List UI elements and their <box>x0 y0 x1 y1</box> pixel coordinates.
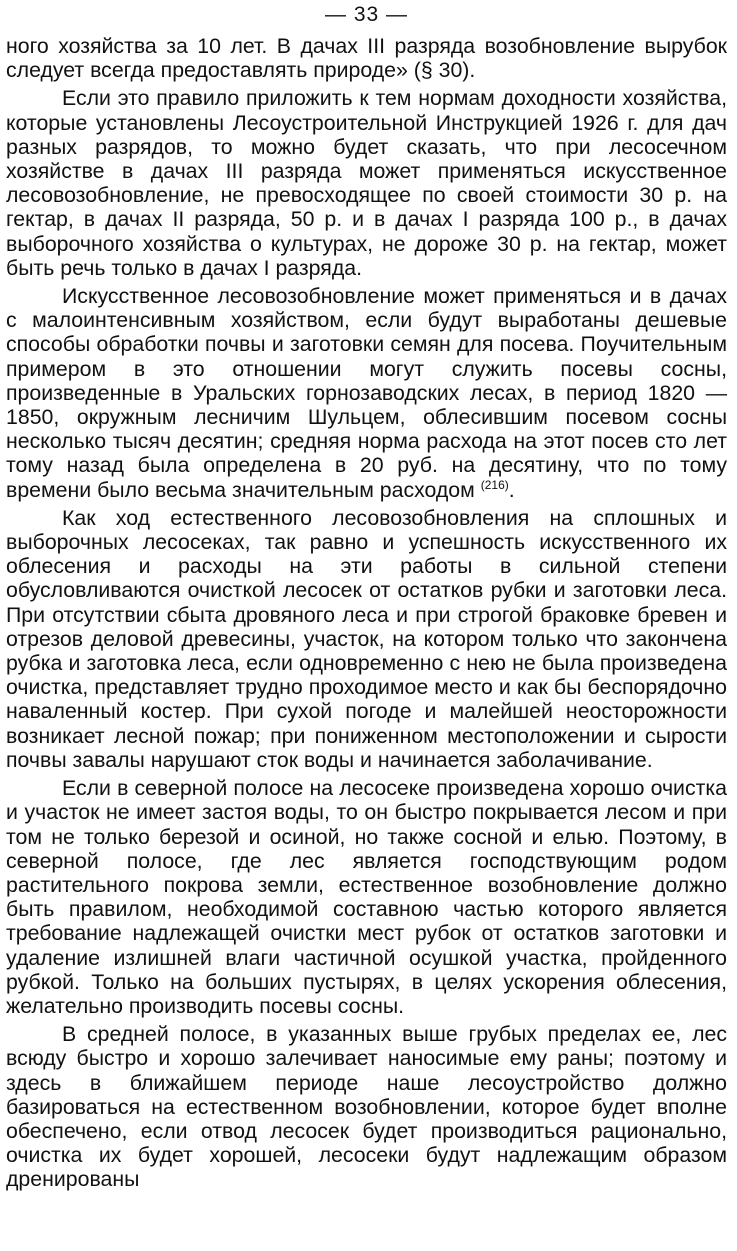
page-number: — 33 — <box>324 3 409 26</box>
paragraph-text: Искусственное лесовозобновление может применяться и в дачах с малоинтенсивным хозяйством, если будут выработаны дешевые способы обработки почвы и заготовки семян для посева. Поучительным примером в это отношении могут служить посевы сосны, произведенные в Уральских горнозаводских лесах, в период 1820 — 1850, окружным лесничим Шульцем, облесившим посевом сосны несколько тысяч десятин; средняя норма расхода на этот посев сто лет тому назад была определена в 20 руб. на десятину, что по тому времени было весьма значительным расходом <box>6 284 727 502</box>
paragraph-text: В средней полосе, в указанных выше грубых пределах ее, лес всюду быстро и хорошо залечивает наносимые ему раны; поэтому и здесь в ближайшем периоде наше лесоустройство должно базироваться на естественном возобновлении, которое будет вполне обеспечено, если отвод лесосек будет производиться рационально, очистка их будет хорошей, лесосеки будут надлежащим образом дренированы <box>6 1022 727 1192</box>
paragraph-tail: . <box>508 477 515 502</box>
paragraph-continuation <box>6 34 727 82</box>
paragraph-text: ного хозяйства за 10 лет. В дачах III разряда возобновление вырубок следует всегда предоставлять природе» (§ 30). <box>6 34 727 83</box>
paragraph-text: Если это правило приложить к тем нормам доходности хозяйства, которые установлены Лесоустроительной Инструкцией 1926 г. для дач разных разрядов, то можно будет сказать, что при лесосечном хозяйстве в дачах III разряда может применяться искусственное лесовозобновление, не превосходящее по своей стоимости 30 р. на гектар, в дачах II разряда, 50 р. и в дачах I разряда 100 р., в дачах выборочного хозяйства о культурах, не дороже 30 р. на гектар, может быть речь только в дачах I разряда. <box>6 86 727 280</box>
paragraph <box>6 506 727 772</box>
paragraph <box>6 776 727 1018</box>
paragraph <box>6 86 727 280</box>
paragraph <box>6 284 727 502</box>
paragraph-text: Если в северной полосе на лесосеке произведена хорошо очистка и участок не имеет застоя воды, то он быстро покрывается лесом и при том не только березой и осиной, но также сосной и елью. Поэтому, в северной полосе, где лес является господствующим родом растительного покрова земли, естественное возобновление должно быть правилом, необходимой составною частью которого является требование надлежащей очистки мест рубок от остатков заготовки и удаление излишней влаги частичной осушкой участка, пройденного рубкой. Только на больших пустырях, в целях ускорения облесения, желательно производить посевы сосны. <box>6 776 727 1018</box>
paragraph <box>6 1022 727 1191</box>
body-text <box>6 34 727 1192</box>
footnote-reference: (216) <box>480 477 509 492</box>
paragraph-text: Как ход естественного лесовозобновления на сплошных и выборочных лесосеках, так равно и успешность искусственного их облесения и расходы на эти работы в сильной степени обусловливаются очисткой лесосек от остатков рубки и заготовки леса. При отсутствии сбыта дровяного леса и при строгой браковке бревен и отрезов деловой древесины, участок, на котором только что закончена рубка и заготовка леса, если одновременно с нею не была произведена очистка, представляет трудно проходимое место и как бы беспорядочно наваленный костер. При сухой погоде и малейшей неосторожности возникает лесной пожар; при пониженном местоположении и сырости почвы завалы нарушают сток воды и начинается заболачивание. <box>6 505 727 772</box>
